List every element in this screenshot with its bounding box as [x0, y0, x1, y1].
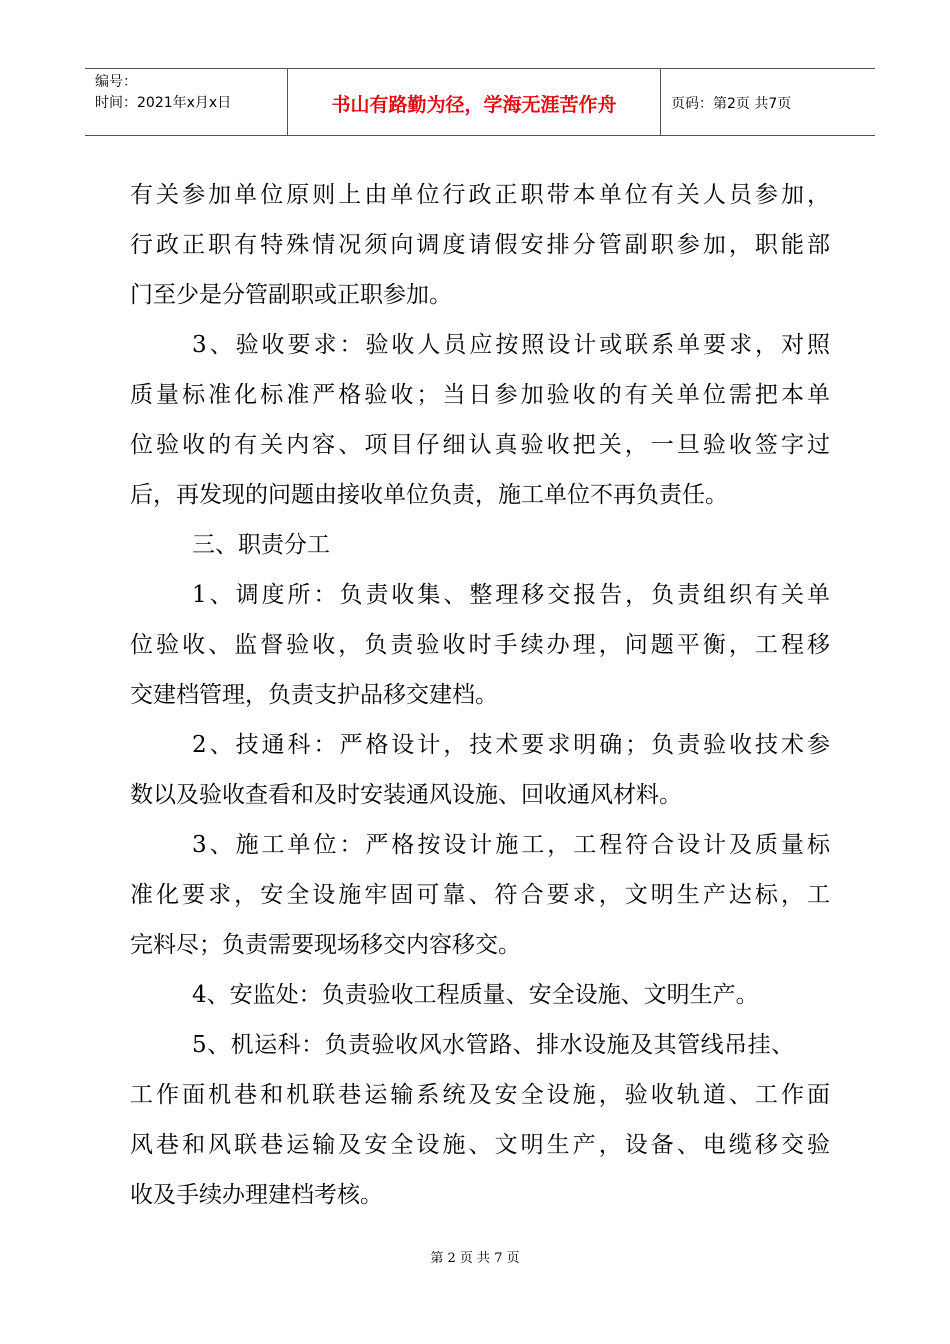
header-meta: [85, 69, 288, 135]
header-motto: 书山有路勤为径，学海无涯苦作舟: [288, 69, 661, 135]
body-line: 工作面机巷和机联巷运输系统及安全设施，验收轨道、工作面: [130, 1082, 830, 1108]
document-header: [85, 68, 875, 136]
body-line: 完料尽；负责需要现场移交内容移交。: [130, 932, 521, 958]
body-line: 行政正职有特殊情况须向调度请假安排分管副职参加，职能部: [130, 232, 830, 258]
body-line: 位验收、监督验收，负责验收时手续办理，问题平衡，工程移: [130, 632, 830, 658]
section-heading: 三、职责分工: [192, 532, 330, 558]
body-line: 3、验收要求：验收人员应按照设计或联系单要求，对照: [192, 332, 830, 358]
body-line: 准化要求，安全设施牢固可靠、符合要求，文明生产达标，工: [130, 882, 830, 908]
body-line: 后，再发现的问题由接收单位负责，施工单位不再负责任。: [130, 482, 728, 508]
page-footer: 第 2 页 共 7 页: [430, 1251, 520, 1266]
body-line: 1、调度所：负责收集、整理移交报告，负责组织有关单: [192, 582, 830, 608]
body-line: 风巷和风联巷运输及安全设施、文明生产，设备、电缆移交验: [130, 1132, 830, 1158]
body-line: 有关参加单位原则上由单位行政正职带本单位有关人员参加，: [130, 182, 830, 208]
body-line: 数以及验收查看和及时安装通风设施、回收通风材料。: [130, 782, 682, 808]
body-line: 交建档管理，负责支护品移交建档。: [130, 682, 498, 708]
header-page-label: 页码：第2页 共7页: [671, 96, 792, 112]
body-line: 收及手续办理建档考核。: [130, 1182, 383, 1208]
body-line: 5、机运科：负责验收风水管路、排水设施及其管线吊挂、: [192, 1032, 795, 1058]
body-line: 4、安监处：负责验收工程质量、安全设施、文明生产。: [192, 982, 759, 1008]
body-line: 3、施工单位：严格按设计施工，工程符合设计及质量标: [192, 832, 830, 858]
body-line: 门至少是分管副职或正职参加。: [130, 282, 452, 308]
body-line: 位验收的有关内容、项目仔细认真验收把关，一旦验收签字过: [130, 432, 830, 458]
body-line: 质量标准化标准严格验收；当日参加验收的有关单位需把本单: [130, 382, 830, 408]
doc-date-label: 时间：2021年x月x日: [95, 95, 232, 111]
body-line: 2、技通科：严格设计，技术要求明确；负责验收技术参: [192, 732, 830, 758]
doc-number-label: 编号：: [95, 74, 137, 90]
document-body: [130, 170, 830, 1220]
